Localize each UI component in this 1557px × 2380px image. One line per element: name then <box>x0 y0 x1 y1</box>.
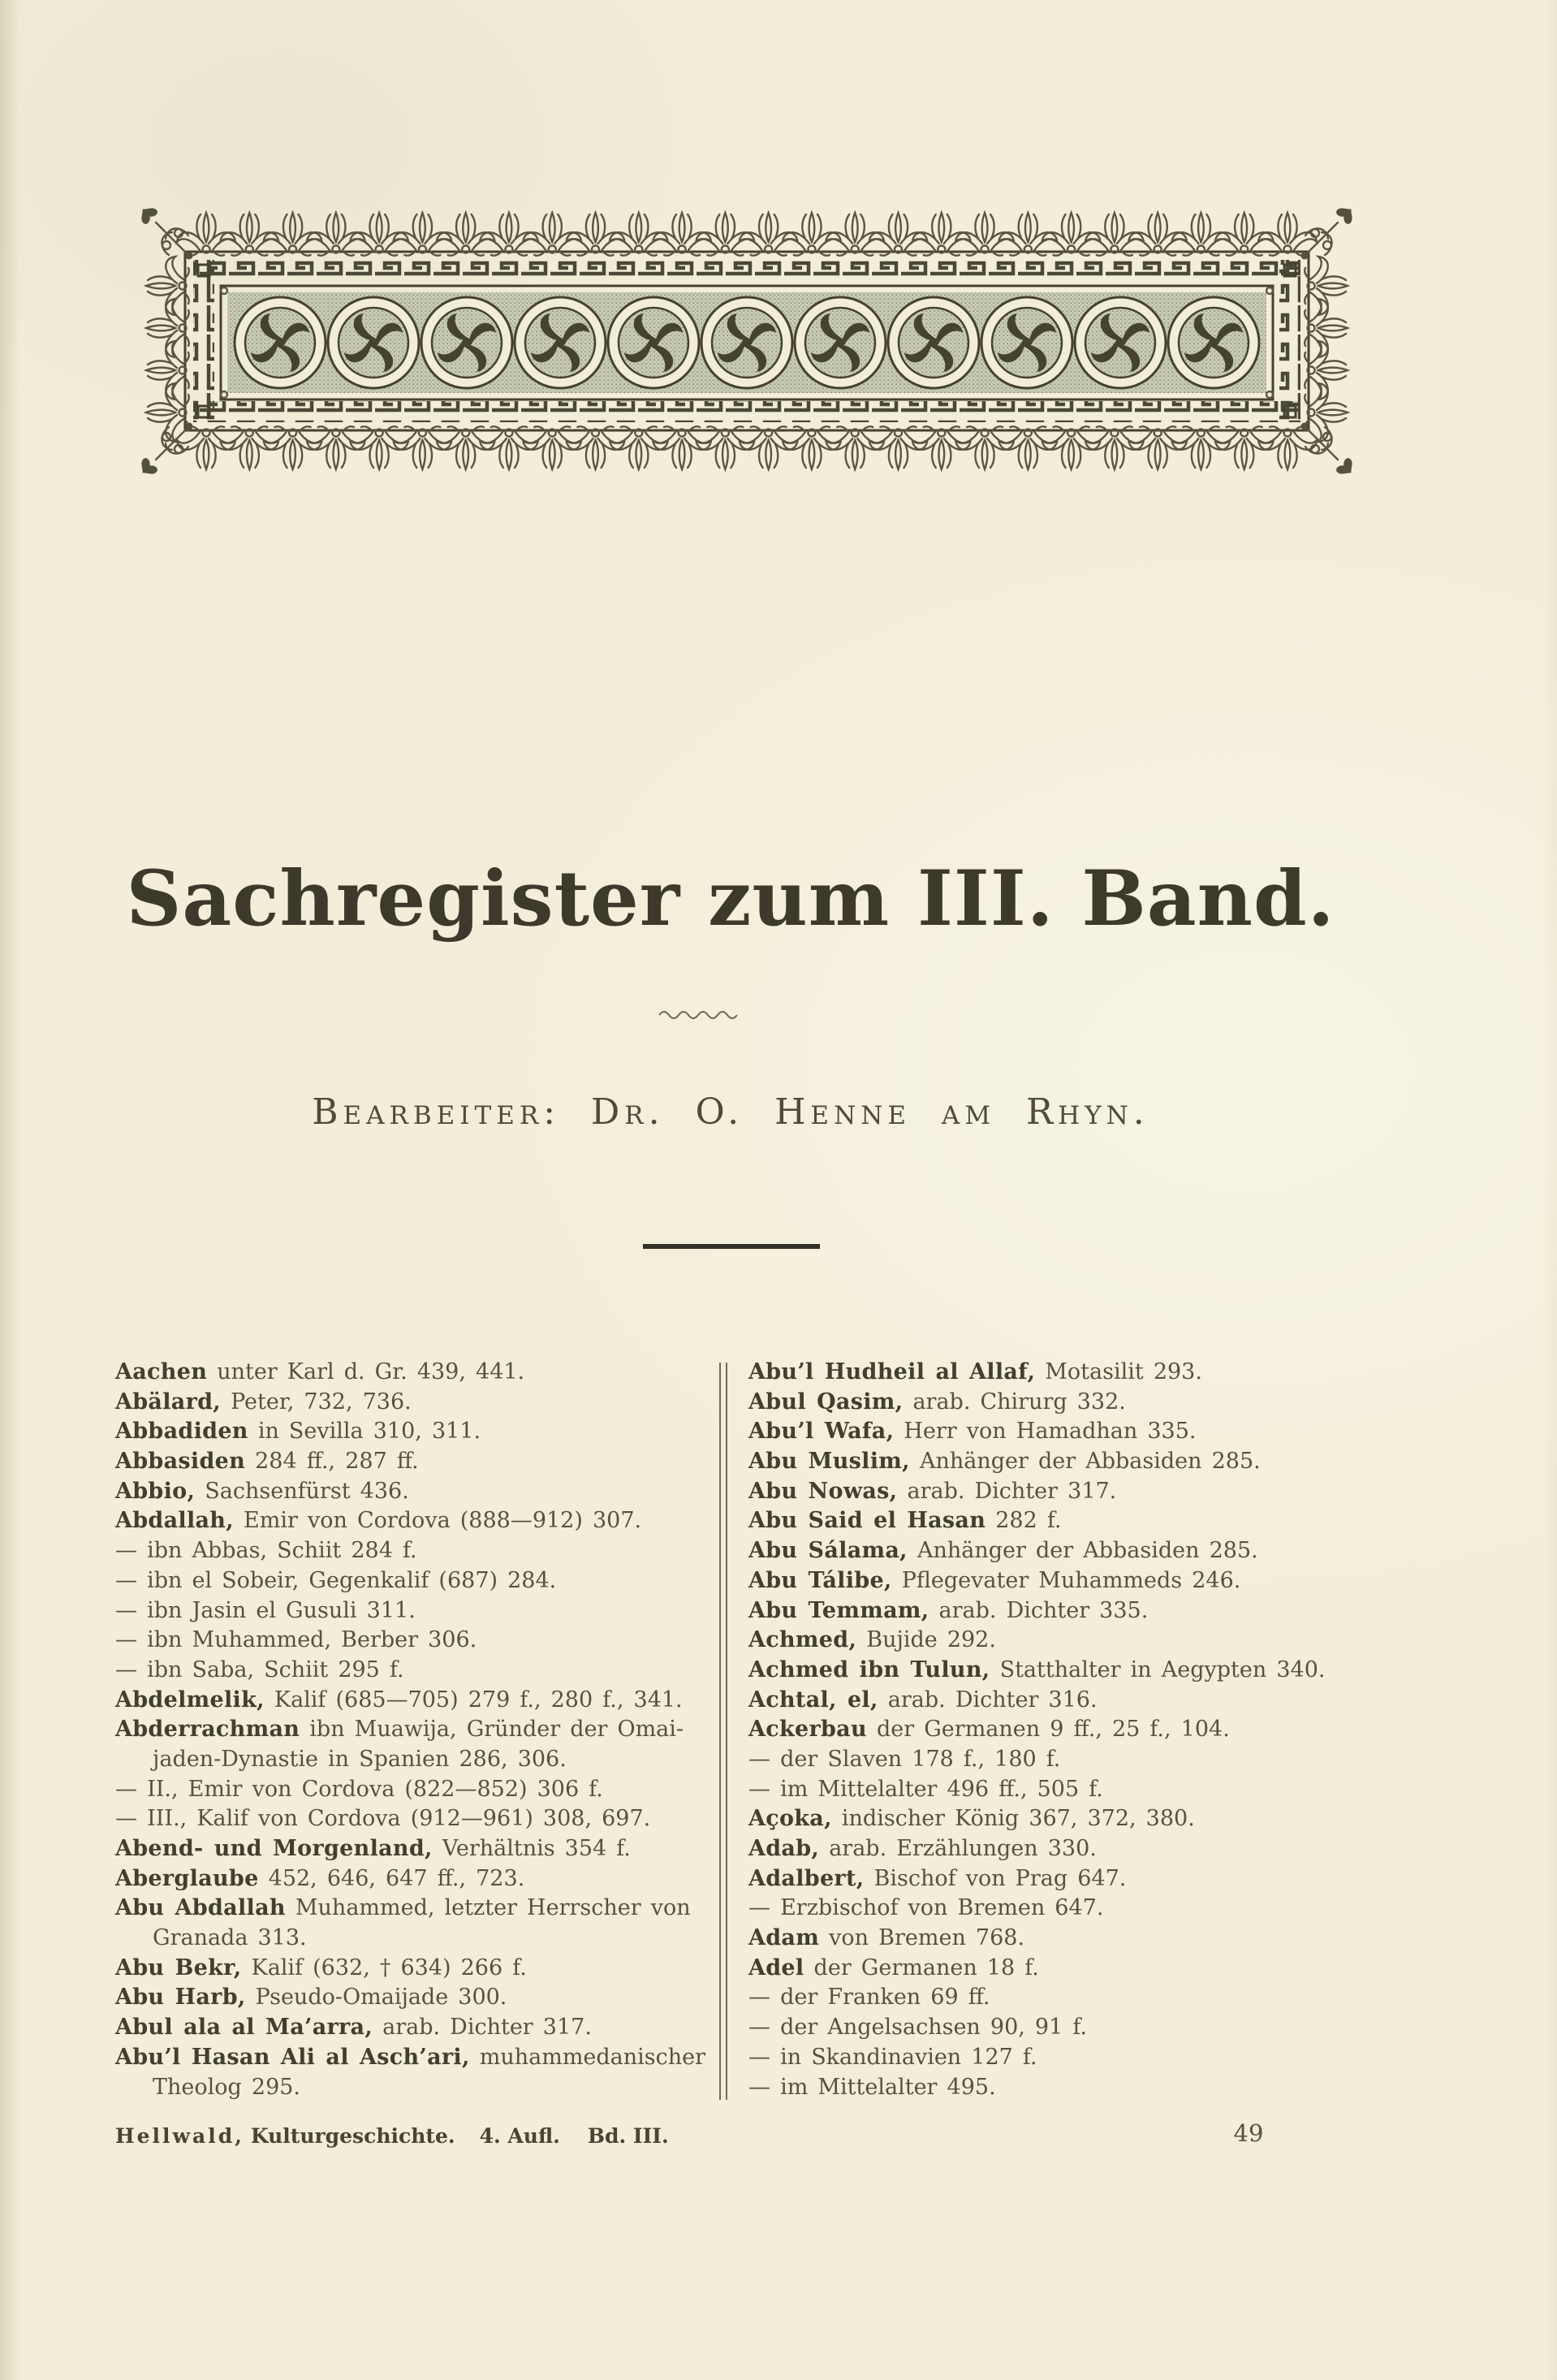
palmette-fringe-right <box>1305 257 1348 442</box>
editor-line: Bearbeiter: Dr. O. Henne am Rhyn. <box>312 1091 1149 1133</box>
footer-signature <box>115 2124 669 2148</box>
index-entry: — in Skandinavien 127 f. <box>748 2044 1037 2070</box>
index-entry: — der Franken 69 ff. <box>748 1985 990 2011</box>
index-entry: Açoka, indischer König 367, 372, 380. <box>748 1806 1195 1832</box>
index-entry: Abu Harb, Pseudo-Omaijade 300. <box>115 1985 507 2011</box>
index-entry: — Erzbischof von Bremen 647. <box>748 1895 1104 1921</box>
index-entry: Abbasiden 284 ff., 287 ff. <box>115 1449 419 1475</box>
index-entry: — II., Emir von Cordova (822—852) 306 f. <box>115 1776 603 1802</box>
index-entry: Adam von Bremen 768. <box>748 1925 1025 1951</box>
index-entry: Abbio, Sachsenfürst 436. <box>115 1478 409 1504</box>
wavy-divider <box>658 1007 739 1020</box>
index-entry: — im Mittelalter 495. <box>748 2074 996 2100</box>
index-entry: Aberglaube 452, 646, 647 ff., 723. <box>115 1865 525 1891</box>
palmette-fringe-bottom <box>177 426 1317 469</box>
index-entry: — der Slaven 178 f., 180 f. <box>748 1746 1061 1772</box>
index-entry: Abu Said el Hasan 282 f. <box>748 1508 1062 1534</box>
index-entry: jaden-Dynastie in Spanien 286, 306. <box>153 1746 567 1772</box>
index-entry: Abbadiden in Sevilla 310, 311. <box>115 1419 481 1445</box>
index-column-left <box>115 1358 719 2102</box>
rosette-chain <box>235 297 1259 388</box>
palmette-fringe-top <box>177 213 1317 256</box>
index-entry: Abu Nowas, arab. Dichter 317. <box>748 1478 1117 1504</box>
index-entry: — im Mittelalter 496 ff., 505 f. <box>748 1776 1103 1802</box>
index-entry: — der Angelsachsen 90, 91 f. <box>748 2015 1087 2041</box>
index-entry: Abu Muslim, Anhänger der Abbasiden 285. <box>748 1449 1261 1475</box>
index-entry: — III., Kalif von Cordova (912—961) 308, 697. <box>115 1806 651 1832</box>
footer-edition: 4. Aufl. <box>479 2124 560 2148</box>
index-entry: — ibn el Sobeir, Gegenkalif (687) 284. <box>115 1567 557 1593</box>
footer-volume: Bd. III. <box>587 2124 669 2148</box>
index-entry: Theolog 295. <box>153 2074 301 2100</box>
index-entry: Abälard, Peter, 732, 736. <box>115 1389 412 1415</box>
index-entry: Achmed ibn Tulun, Statthalter in Aegypten 340. <box>748 1656 1326 1682</box>
footer-work: Kulturgeschichte. <box>250 2124 455 2148</box>
index-entry: Abdelmelik, Kalif (685—705) 279 f., 280 f., 341. <box>115 1687 683 1713</box>
index-entry: Adab, arab. Erzählungen 330. <box>748 1836 1097 1861</box>
index-entry: — ibn Jasin el Gusuli 311. <box>115 1597 416 1623</box>
index-entry: Abu Tálibe, Pflegevater Muhammeds 246. <box>748 1567 1241 1593</box>
page-title: Sachregister zum III. Band. <box>126 854 1335 944</box>
index-entry: Adalbert, Bischof von Prag 647. <box>748 1865 1127 1891</box>
index-entry: — ibn Muhammed, Berber 306. <box>115 1627 477 1653</box>
page-number: 49 <box>1233 2119 1264 2147</box>
index-entry: Abu Abdallah Muhammed, letzter Herrscher von <box>115 1895 691 1921</box>
index-entry: Abu’l Hasan Ali al Asch’ari, muhammedanischer <box>115 2044 706 2070</box>
column-divider <box>719 1363 727 2100</box>
index-entry: Abderrachman ibn Muawija, Gründer der Omai- <box>115 1717 684 1743</box>
index-entry: Abul Qasim, arab. Chirurg 332. <box>748 1389 1126 1415</box>
ornamental-header-band <box>112 188 1372 520</box>
index-entry: Abul ala al Ma’arra, arab. Dichter 317. <box>115 2015 592 2041</box>
index-entry: Abu Sálama, Anhänger der Abbasiden 285. <box>748 1538 1258 1564</box>
index-entry: Abu’l Hudheil al Allaf, Motasilit 293. <box>748 1359 1202 1384</box>
index-entry: Abend- und Morgenland, Verhältnis 354 f. <box>115 1836 631 1861</box>
index-entry: Achtal, el, arab. Dichter 316. <box>748 1687 1098 1713</box>
index-entry: Abu Temmam, arab. Dichter 335. <box>748 1597 1149 1623</box>
index-entry: Achmed, Bujide 292. <box>748 1627 996 1653</box>
index-column-right <box>748 1358 1451 2102</box>
index-entry: Granada 313. <box>153 1925 307 1951</box>
index-entry: — ibn Abbas, Schiit 284 f. <box>115 1538 417 1564</box>
index-entry: Abu Bekr, Kalif (632, † 634) 266 f. <box>115 1955 527 1980</box>
index-entry: Aachen unter Karl d. Gr. 439, 441. <box>115 1359 525 1384</box>
footer-publisher: Hellwald, <box>115 2124 244 2148</box>
index-entry: — ibn Saba, Schiit 295 f. <box>115 1656 404 1682</box>
index-entry: Abu’l Wafa, Herr von Hamadhan 335. <box>748 1419 1197 1445</box>
index-entry: Ackerbau der Germanen 9 ff., 25 f., 104. <box>748 1717 1230 1743</box>
section-rule <box>643 1244 820 1249</box>
index-entry: Abdallah, Emir von Cordova (888—912) 307. <box>115 1508 642 1534</box>
index-entry: Adel der Germanen 18 f. <box>748 1955 1039 1980</box>
palmette-fringe-left <box>146 257 189 442</box>
